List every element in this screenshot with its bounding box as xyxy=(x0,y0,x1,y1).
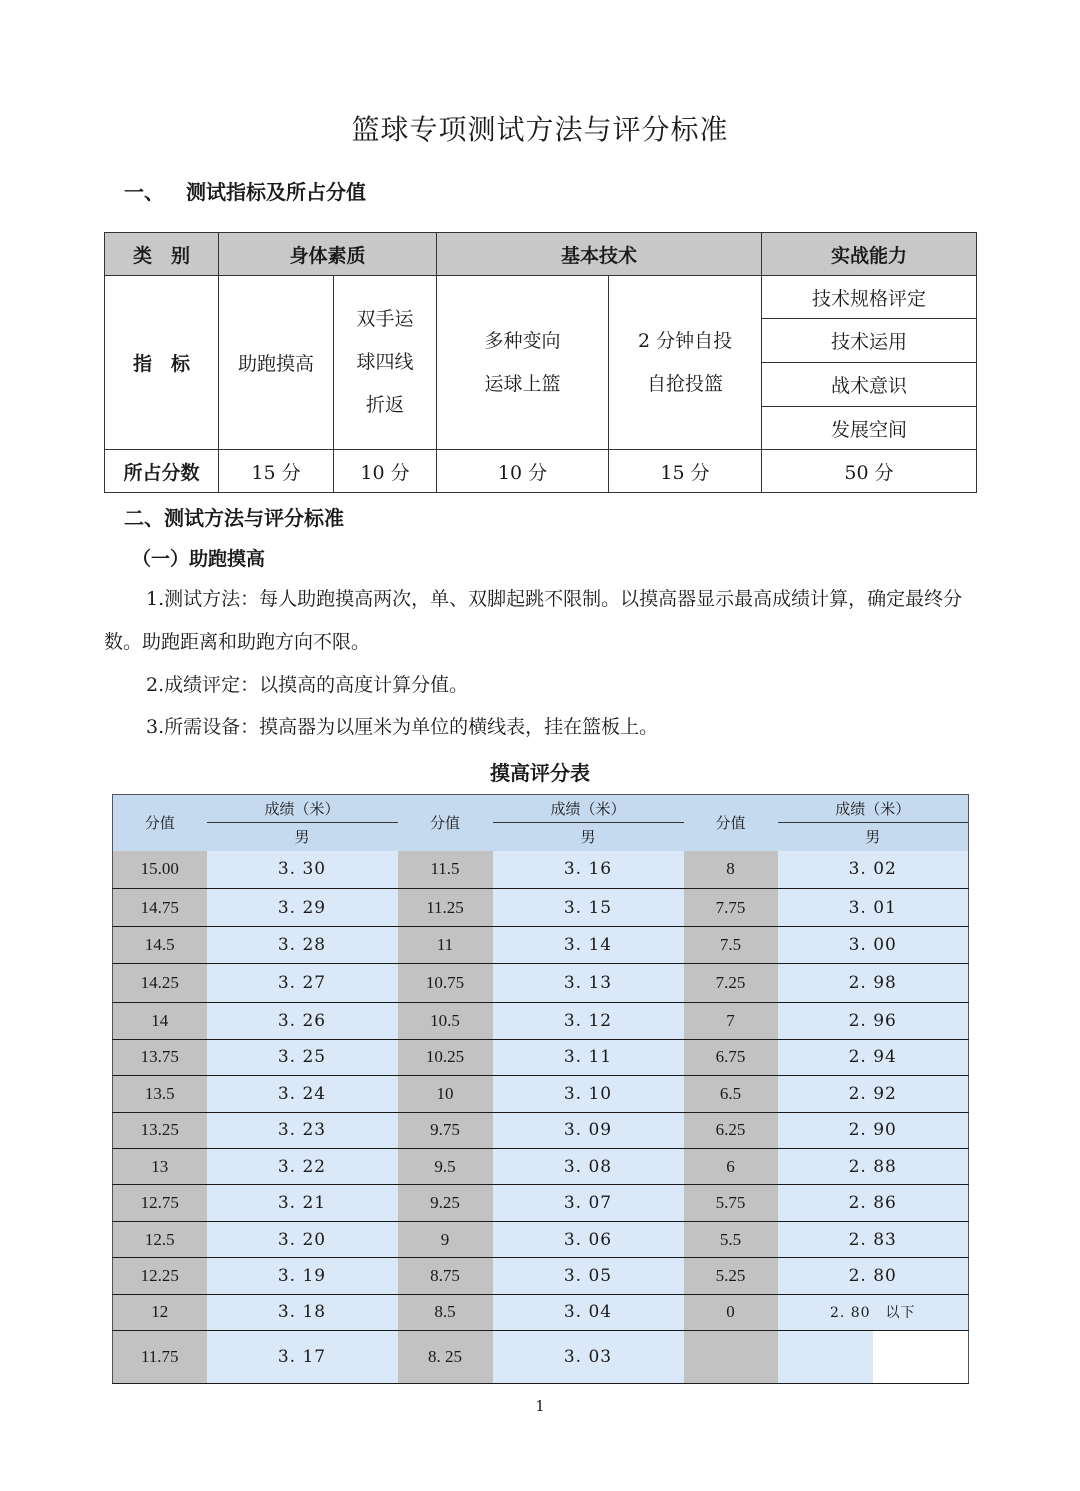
table-row xyxy=(113,1222,969,1258)
score-cell: 13.25 xyxy=(113,1112,207,1148)
score-cell: 11.75 xyxy=(113,1330,207,1383)
result-cell: 3. 25 xyxy=(207,1039,398,1075)
result-cell: 3. 20 xyxy=(207,1222,398,1258)
score-cell: 12 xyxy=(113,1294,207,1330)
score-cell: 10.5 xyxy=(398,1002,493,1039)
result-cell: 3. 29 xyxy=(207,889,398,927)
indicator-run-touch: 助跑摸高 xyxy=(219,276,334,450)
result-cell: 3. 18 xyxy=(207,1294,398,1330)
result-cell: 2. 92 xyxy=(778,1075,969,1112)
table-row xyxy=(113,1330,969,1383)
paragraph-evaluation: 2.成绩评定：以摸高的高度计算分值。 xyxy=(146,674,469,696)
result-cell: 2. 80 xyxy=(778,1258,969,1294)
indicator-line: 自抢投篮 xyxy=(647,372,724,395)
indicator-line: 双手运 xyxy=(356,308,414,330)
score-cell: 14.75 xyxy=(113,889,207,927)
col-result-header xyxy=(778,795,969,851)
table-row xyxy=(113,1075,969,1112)
result-cell: 2. 98 xyxy=(778,964,969,1002)
score-cell: 14.25 xyxy=(113,964,207,1002)
table-row xyxy=(113,1039,969,1075)
score-value: 15 分 xyxy=(609,450,762,493)
result-cell: 3. 08 xyxy=(493,1149,684,1185)
result-cell: 2. 88 xyxy=(778,1149,969,1185)
table-row xyxy=(113,1149,969,1185)
indicator-shooting xyxy=(609,276,762,450)
score-value: 15 分 xyxy=(219,450,334,493)
result-cell: 3. 02 xyxy=(778,851,969,889)
header-physical: 身体素质 xyxy=(219,233,437,276)
result-cell: 2. 96 xyxy=(778,1002,969,1039)
indicator-combat-item: 战术意识 xyxy=(762,363,977,407)
col-score-header: 分值 xyxy=(113,795,207,851)
result-cell: 2. 86 xyxy=(778,1185,969,1222)
score-cell: 0 xyxy=(684,1294,778,1330)
score-cell: 5.5 xyxy=(684,1222,778,1258)
result-cell: 3. 28 xyxy=(207,927,398,964)
score-cell: 8.5 xyxy=(398,1294,493,1330)
score-cell: 9.5 xyxy=(398,1149,493,1185)
paragraph-method: 1.测试方法：每人助跑摸高两次，单、双脚起跳不限制。以摸高器显示最高成绩计算，确定最终分数。助跑距离和助跑方向不限。 xyxy=(104,588,963,653)
score-table xyxy=(112,794,969,1384)
score-cell: 6.25 xyxy=(684,1112,778,1148)
table-row xyxy=(113,1258,969,1294)
score-table-body xyxy=(113,851,969,1384)
score-cell: 13.5 xyxy=(113,1075,207,1112)
score-cell: 6.75 xyxy=(684,1039,778,1075)
table-row xyxy=(113,1185,969,1222)
result-cell: 3. 11 xyxy=(493,1039,684,1075)
section-heading-2: 二、测试方法与评分标准 xyxy=(124,506,344,530)
score-cell: 6.5 xyxy=(684,1075,778,1112)
col-score-header: 分值 xyxy=(398,795,493,851)
result-cell: 3. 07 xyxy=(493,1185,684,1222)
subsection-heading: （一）助跑摸高 xyxy=(132,548,266,570)
col-result-header xyxy=(493,795,684,851)
score-cell: 12.75 xyxy=(113,1185,207,1222)
male-label: 男 xyxy=(294,828,310,847)
document-title: 篮球专项测试方法与评分标准 xyxy=(351,113,729,146)
result-cell: 3. 03 xyxy=(493,1330,684,1383)
result-cell: 3. 27 xyxy=(207,964,398,1002)
score-cell: 7 xyxy=(684,1002,778,1039)
score-cell: 7.5 xyxy=(684,927,778,964)
header-combat: 实战能力 xyxy=(762,233,977,276)
table-row xyxy=(113,964,969,1002)
indicator-line: 球四线 xyxy=(356,351,414,373)
header-category: 类 别 xyxy=(105,233,219,276)
indicator-line: 多种变向 xyxy=(484,329,561,352)
score-cell xyxy=(684,1330,778,1383)
result-cell: 3. 09 xyxy=(493,1112,684,1148)
header-basic: 基本技术 xyxy=(437,233,762,276)
score-cell: 10 xyxy=(398,1075,493,1112)
indicator-line: 2 分钟自投 xyxy=(637,329,733,352)
result-unit-label: 成绩（米） xyxy=(778,795,969,823)
indicator-table xyxy=(104,232,977,493)
table-row xyxy=(113,1294,969,1330)
score-cell: 9 xyxy=(398,1222,493,1258)
table-row xyxy=(113,1112,969,1148)
section-heading-1 xyxy=(124,176,366,205)
result-cell: 2. 80 以下 xyxy=(778,1294,969,1330)
result-cell: 3. 15 xyxy=(493,889,684,927)
score-cell: 11.25 xyxy=(398,889,493,927)
result-unit-label: 成绩（米） xyxy=(493,795,684,823)
score-cell: 6 xyxy=(684,1149,778,1185)
score-cell: 13 xyxy=(113,1149,207,1185)
result-cell: 3. 01 xyxy=(778,889,969,927)
score-cell: 10.25 xyxy=(398,1039,493,1075)
score-cell: 5.75 xyxy=(684,1185,778,1222)
result-cell: 2. 83 xyxy=(778,1222,969,1258)
score-cell: 8.75 xyxy=(398,1258,493,1294)
score-cell: 14 xyxy=(113,1002,207,1039)
score-cell: 5.25 xyxy=(684,1258,778,1294)
table-row xyxy=(113,851,969,889)
score-table-title: 摸高评分表 xyxy=(490,761,590,785)
score-value: 50 分 xyxy=(762,450,977,493)
score-label: 所占分数 xyxy=(105,450,219,493)
result-cell: 3. 10 xyxy=(493,1075,684,1112)
male-label: 男 xyxy=(580,828,596,847)
score-cell: 9.25 xyxy=(398,1185,493,1222)
score-cell: 9.75 xyxy=(398,1112,493,1148)
result-cell: 3. 14 xyxy=(493,927,684,964)
indicator-line: 运球上篮 xyxy=(484,372,561,395)
score-value: 10 分 xyxy=(437,450,609,493)
table-row xyxy=(113,927,969,964)
score-cell: 12.25 xyxy=(113,1258,207,1294)
score-cell: 12.5 xyxy=(113,1222,207,1258)
paragraph-equipment: 3.所需设备：摸高器为以厘米为单位的横线表，挂在篮板上。 xyxy=(146,716,659,738)
result-unit-label: 成绩（米） xyxy=(207,795,398,823)
indicator-combat-item: 技术运用 xyxy=(762,319,977,363)
indicator-label: 指 标 xyxy=(105,276,219,450)
col-score-header: 分值 xyxy=(684,795,778,851)
result-cell: 3. 23 xyxy=(207,1112,398,1148)
score-cell: 7.75 xyxy=(684,889,778,927)
result-cell: 3. 30 xyxy=(207,851,398,889)
score-cell: 8. 25 xyxy=(398,1330,493,1383)
score-cell: 11 xyxy=(398,927,493,964)
section-number: 一、 xyxy=(124,180,164,204)
score-cell: 15.00 xyxy=(113,851,207,889)
table-row xyxy=(113,1002,969,1039)
result-cell: 3. 19 xyxy=(207,1258,398,1294)
result-cell: 2. 90 xyxy=(778,1112,969,1148)
indicator-dribble-shuttle xyxy=(334,276,437,450)
result-cell: 3. 16 xyxy=(493,851,684,889)
result-cell: 3. 22 xyxy=(207,1149,398,1185)
score-cell: 7.25 xyxy=(684,964,778,1002)
indicator-dribble-layup xyxy=(437,276,609,450)
score-cell: 11.5 xyxy=(398,851,493,889)
male-label: 男 xyxy=(865,828,881,847)
result-cell: 3. 06 xyxy=(493,1222,684,1258)
indicator-line: 折返 xyxy=(366,394,405,416)
result-cell: 3. 17 xyxy=(207,1330,398,1383)
indicator-combat-item: 技术规格评定 xyxy=(762,276,977,319)
page-number: 1 xyxy=(535,1397,545,1415)
table-row xyxy=(113,889,969,927)
score-value: 10 分 xyxy=(334,450,437,493)
score-cell: 14.5 xyxy=(113,927,207,964)
result-cell: 3. 21 xyxy=(207,1185,398,1222)
result-cell: 3. 05 xyxy=(493,1258,684,1294)
result-cell: 3. 04 xyxy=(493,1294,684,1330)
score-cell: 13.75 xyxy=(113,1039,207,1075)
result-cell: 3. 13 xyxy=(493,964,684,1002)
result-cell: 3. 24 xyxy=(207,1075,398,1112)
indicator-combat-item: 发展空间 xyxy=(762,407,977,450)
col-result-header xyxy=(207,795,398,851)
result-cell: 3. 12 xyxy=(493,1002,684,1039)
result-cell: 3. 26 xyxy=(207,1002,398,1039)
score-cell: 10.75 xyxy=(398,964,493,1002)
result-cell xyxy=(778,1330,969,1383)
section-heading-text: 测试指标及所占分值 xyxy=(186,180,366,204)
result-cell: 3. 00 xyxy=(778,927,969,964)
score-cell: 8 xyxy=(684,851,778,889)
result-cell: 2. 94 xyxy=(778,1039,969,1075)
